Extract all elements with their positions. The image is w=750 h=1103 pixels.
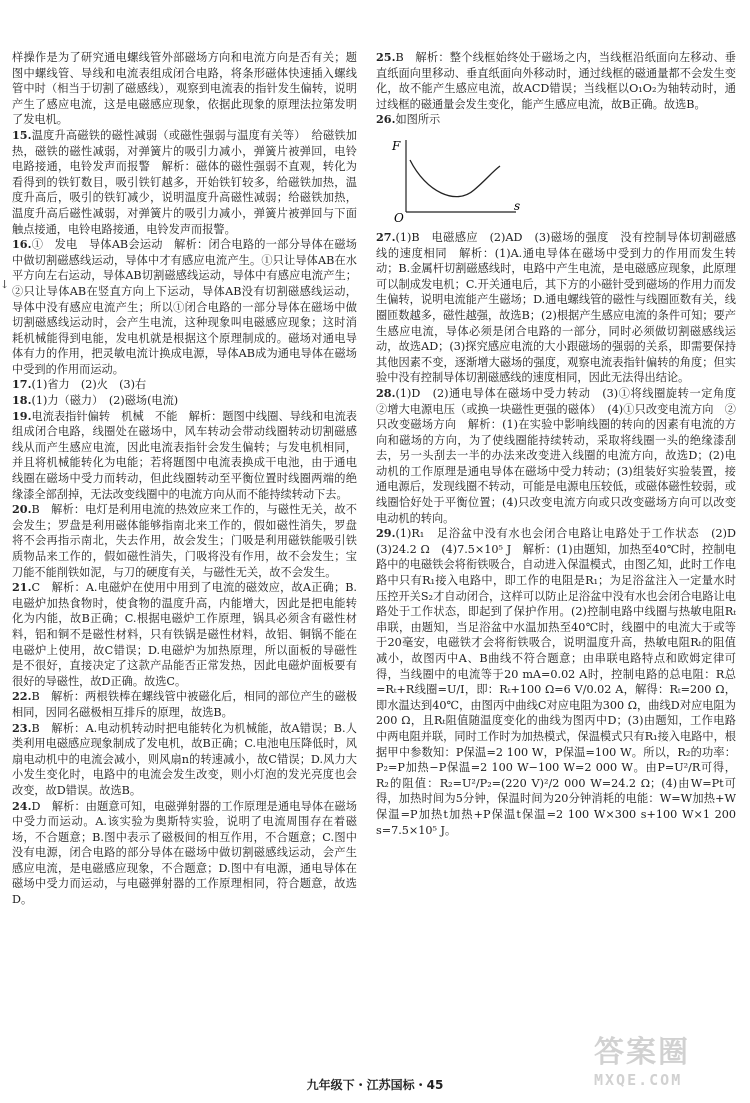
entry-28: 28.(1)D (2)通电导体在磁场中受力转动 (3)①将线圈旋转一定角度 ②增大电源电压（或换一块磁性更强的磁体） (4)①只改变电流方向 ②只改变磁场方向 解析：(1)在实验中影响线圈的转向的因素有电流的方向和磁场的方向，为了使线圈能持续转动，采取将线圈一头的绝缘漆刮去，另一头刮去一半的办法来改变进入线圈的电流方向，故选D；(2)电动机的工作原理是通电导体在磁场中受力转动；(3)组装好实验装置，接通电源后，发现线圈不转动，可能是电源电压较低，或磁体磁性较弱，或线圈恰好处于平衡位置；(4)只改变电流方向或只改变磁场方向可以改变电动机的转向。 <box>376 385 748 525</box>
watermark-url: MXQE.COM <box>594 1071 683 1089</box>
entry-19: 19.电流表指针偏转 机械 不能 解析：题图中线圈、导线和电流表组成闭合电路，线圈处在磁场中，风车转动会带动线圈转动切割磁感线从而产生感应电流，因此电流表指针会发生偏转；与发电机相同，并且将机械能转化为电能；若将题图中电流表换成干电池，由于通电线圈在磁场中受力而转动，但此线圈转动至平衡位置时线圈两端的绝缘漆全部刮掉，无法改变线圈中的电流方向从而不能持续转动下去。 <box>12 408 357 501</box>
watermark-title: 答案圈 <box>594 1035 690 1070</box>
right-column <box>376 50 748 838</box>
entry-cont: 样操作是为了研究通电螺线管外部磁场方向和电流方向是否有关；题图中螺线管、导线和电流表组成闭合电路，将条形磁体快速插入螺线管中时（相当于切割了磁感线），观察到电流表的指针发生偏转，说明产生了感应电流，这是电磁感应现象，依据此现象的原理法拉第发明了发电机。 <box>12 51 357 127</box>
graph-svg <box>376 130 526 226</box>
left-column <box>12 50 357 908</box>
force-distance-graph <box>376 130 736 226</box>
entry-25: 25.B 解析：整个线框始终处于磁场之内，当线框沿纸面向左移动、垂直纸面向里移动、垂直纸面向外移动时，通过线框的磁通量都不会发生变化，故不能产生感应电流，故ACD错误；当线框以O₁O₂为轴转动时，通过线框的磁通量会发生变化，能产生感应电流，故B正确。故选B。 <box>376 50 736 111</box>
entry-20: 20.B 解析：电灯是利用电流的热效应来工作的，与磁性无关，故不会发生；罗盘是利用磁体能够指南北来工作的，假如磁性消失，罗盘将不会再指示南北，失去作用，故会发生；门吸是利用磁铁能吸引铁质物品来工作的，假如磁性消失，门吸将没有作用，故不会发生；宝刀能不能削铁如泥，与刀的硬度有关，与磁性无关，故不会发生。 <box>12 502 357 579</box>
entry-22: 22.B 解析：两根铁棒在螺线管中被磁化后，相同的部位产生的磁极相同，因同名磁极相互排斥的原理，故选B。 <box>12 689 357 719</box>
page-footer: 九年级下・江苏国标・45 <box>306 1078 444 1092</box>
x-axis-label: s <box>514 198 521 213</box>
origin-label: O <box>394 210 404 225</box>
y-axis-label: F <box>392 138 401 153</box>
entry-16: 16.① 发电 导体AB会运动 解析：闭合电路的一部分导体在磁场中做切割磁感线运动，导体中才有感应电流产生。①只让导体AB在水平方向左右运动，导体AB切割磁感线运动，导体中有感应电流产生；②只让导体AB在竖直方向上下运动，导体AB没有切割磁感线运动，导体中没有感应电流产生；所以①闭合电路的一部分导体在磁场中做切割磁感线运动时，会产生电流，这种现象叫电磁感应现象；这时消耗机械能得到电能，发电机就是根据这个原理制成的。磁场对通电导体有力的作用，把灵敏电流计换成电源，导体AB成为通电导体在磁场中受到的作用而运动。 <box>12 237 357 376</box>
entry-29: 29.(1)R₁ 足浴盆中没有水也会闭合电路让电路处于工作状态 (2)D (3)24.2 Ω (4)7.5×10⁵ J 解析：(1)由题知，加热至40℃时，控制电路中的电磁铁会将衔铁吸合，自动进入保温模式，由图乙知，此时工作电路中只有R₁接入电路中，即工作的电阻是R₁；为足浴盆注入一定量水时压控开关S₂才自动闭合，这样可以防止足浴盆中没有水也会闭合电路让电路处于工作状态，即起到了保护作用。(2)控制电路中线圈与热敏电阻Rₜ串联，由题知，当足浴盆中水温加热至40℃时，线圈中的电流大于或等于20毫安，电磁铁才会将衔铁吸合，说明温度升高，热敏电阻Rₜ的阻值减小，故图丙中A、B曲线不符合题意；由串联电路特点和欧姆定律可得，当线圈中的电流等于20 mA=0.02 A时，控制电路的总电阻：R总=Rₜ+R线圈=U/I，即：Rₜ+100 Ω=6 V/0.02 A，解得：Rₜ=200 Ω，即水温达到40℃，由图丙中曲线C对应电阻为300 Ω，曲线D对应电阻为200 Ω，且Rₜ阻值随温度变化的曲线为图丙中D；(3)由题知，工作电路中两电阻并联，同时工作时为加热模式，保温模式只有R₁接入电路中，根据甲中参数知：P保温=2 100 W，P保温=100 W。所以，R₂的功率：P₂=P加热−P保温=2 100 W−100 W=2 000 W。由P=U²/R可得，R₂的阻值：R₂=U²/P₂=(220 V)²/2 000 W=24.2 Ω；(4)由W=Pt可得，加热时间为5分钟，保温时间为20分钟消耗的电能：W=W加热+W保温=P加热t加热+P保温t保温=2 100 W×300 s+100 W×1 200 s=7.5×10⁵ J。 <box>376 526 748 837</box>
entry-17: 17.(1)省力 (2)火 (3)右 <box>12 377 147 392</box>
entry-24: 24.D 解析：由题意可知，电磁弹射器的工作原理是通电导体在磁场中受力而运动。A.该实验为奥斯特实验，说明了电流周围存在着磁场，不合题意；B.图中表示了磁极间的相互作用，不合题意；C.图中没有电源，闭合电路的部分导体在磁场中做切割磁感线运动，会产生感应电流，是电磁感应现象，不合题意；D.图中有电源，通电导体在磁场中受力而运动，与电磁弹射器的工作原理相同，符合题意，故选D。 <box>12 798 357 907</box>
entry-15: 15.温度升高磁铁的磁性减弱（或磁性强弱与温度有关等） 给磁铁加热，磁铁的磁性减弱，对弹簧片的吸引力减小，弹簧片被弹回，电铃电路接通，电铃发声而报警 解析：磁体的磁性强弱不直观，转化为看得到的铁钉数目，吸引铁钉越多，开始铁钉较多，给磁铁加热，温度升高后，吸引的铁钉减少，说明温度升高磁性减弱；给磁铁加热，温度升高后磁性减弱，对弹簧片的吸引力减小，弹簧片被弹回与下面触点接通，电铃电路接通，电铃发声而报警。 <box>12 127 357 236</box>
entry-21: 21.C 解析：A.电磁炉在使用中用到了电流的磁效应，故A正确；B.电磁炉加热食物时，使食物的温度升高，内能增大，因此是把电能转化为内能，故B正确；C.根据电磁炉工作原理，锅具必须含有磁性材料，铝和铜不是磁性材料，只有铁锅是磁性材料，故铝、铜锅不能在电磁炉上使用，故C错误；D.电磁炉为加热原理，所以面板的导磁性是不很好，直接决定了这款产品能否正常发热，因此电磁炉面板要有很好的导磁性，故D正确。故选C。 <box>12 580 357 688</box>
force-curve <box>410 160 500 197</box>
entry-23: 23.B 解析：A.电动机转动时把电能转化为机械能，故A错误；B.人类利用电磁感应现象制成了发电机，故B正确；C.电池电压降低时，风扇电动机中的电流会减小，则风扇n的转速减小，故C错误；D.风力大小发生变化时，电路中的电流会发生改变，则小灯泡的发光亮度也会改变，故D错误。故选B。 <box>12 720 357 797</box>
margin-marker: ↓ <box>0 278 10 291</box>
entry-18: 18.(1)力（磁力） (2)磁场(电流) <box>12 393 179 408</box>
entry-26: 26.如图所示 <box>376 112 441 127</box>
watermark <box>594 1027 734 1091</box>
entry-27: 27.(1)B 电磁感应 (2)AD (3)磁场的强度 没有控制导体切割磁感线的速度相同 解析：(1)A.通电导体在磁场中受到力的作用而发生转动；B.金属杆切割磁感线时，电路中产生电流，是电磁感应现象，此原理可以制成发电机；C.开关通电后，其下方的小磁针受到磁场的作用力而发生偏转，说明电流能产生磁场；D.通电螺线管的磁性与线圈匝数有关，线圈匝数越多，磁性越强，故选B；(2)根据产生感应电流的条件可知；要产生感应电流，导体必须是闭合电路的一部分，同时必须做切割磁感线运动，故选AD；(3)探究感应电流的大小跟磁场的强弱的关系，即需要保持其他因素不变，逐渐增大磁场的强度，观察电流表指针偏转的角度；但实验中没有控制导体切割磁感线的速度相同，因此无法得出结论。 <box>376 229 736 385</box>
